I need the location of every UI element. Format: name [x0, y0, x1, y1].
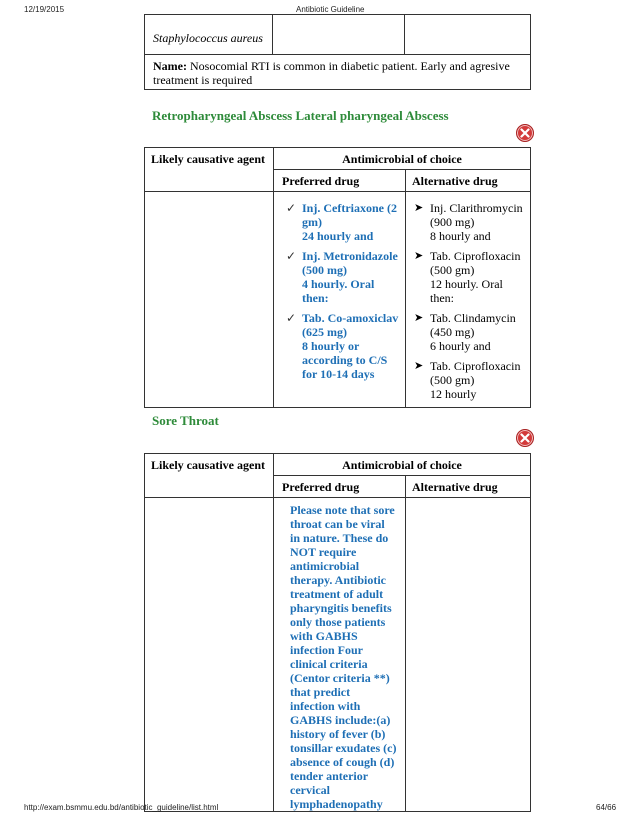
- header-agent: Likely causative agent: [145, 454, 274, 498]
- arrow-right-icon: ➤: [414, 250, 424, 262]
- header-alternative: Alternative drug: [406, 476, 531, 498]
- remove-section-button[interactable]: [516, 124, 534, 142]
- checkmark-icon: ✓: [286, 249, 297, 263]
- header-alternative: Alternative drug: [406, 170, 531, 192]
- remove-section-button[interactable]: [516, 429, 534, 447]
- list-item: ✓ Tab. Co-amoxiclav (625 mg) 8 hourly or according to C/S for 10-14 days: [286, 311, 399, 381]
- header-choice: Antimicrobial of choice: [274, 454, 531, 476]
- organism-cell: [145, 15, 273, 55]
- page-number: 64/66: [596, 803, 617, 812]
- alternative-cell: [406, 192, 531, 408]
- header-choice: Antimicrobial of choice: [274, 148, 531, 170]
- list-item: ➤ Inj. Clarithromycin (900 mg) 8 hourly and: [414, 201, 523, 243]
- alternative-cell: [406, 498, 531, 812]
- header-preferred: Preferred drug: [274, 170, 406, 192]
- alternative-list: [412, 201, 530, 401]
- header-agent: Likely causative agent: [145, 148, 274, 192]
- print-date: 12/19/2015: [24, 5, 65, 14]
- drug-table-abscess: [144, 147, 531, 408]
- preferred-list: [284, 201, 405, 381]
- top-table: [144, 14, 531, 90]
- drug-table-sore-throat: [144, 453, 531, 812]
- list-item: ➤ Tab. Ciprofloxacin (500 gm) 12 hourly. Oral then:: [414, 249, 521, 305]
- list-item: ✓ Inj. Metronidazole (500 mg) 4 hourly. Oral then:: [286, 249, 398, 305]
- note-text: Nosocomial RTI is common in diabetic patient. Early and agresive treatment is required: [153, 59, 510, 87]
- arrow-right-icon: ➤: [414, 360, 424, 372]
- empty-cell: [273, 15, 405, 55]
- list-item: ➤ Tab. Clindamycin (450 mg) 6 hourly and: [414, 311, 516, 353]
- section-title-abscess: Retropharyngeal Abscess Lateral pharyngeal Abscess: [152, 108, 449, 123]
- preferred-cell: [274, 498, 406, 812]
- close-circle-icon: [520, 128, 530, 138]
- note-label: Name:: [153, 59, 187, 73]
- list-item: ➤ Tab. Ciprofloxacin (500 gm) 12 hourly: [414, 359, 521, 401]
- checkmark-icon: ✓: [286, 311, 297, 325]
- arrow-right-icon: ➤: [414, 312, 424, 324]
- agent-cell: [145, 192, 274, 408]
- header-preferred: Preferred drug: [274, 476, 406, 498]
- section-title-sore-throat: Sore Throat: [152, 413, 219, 428]
- sore-throat-note: Please note that sore throat can be viral in nature. These do NOT require antimicrobial therapy. Antibiotic treatment of adult pharyngitis benefits only those patients with GABHS infection Four clinical criteria (Centor criteria **) that predict infection with GABHS include:(a) history of fever (b) tonsillar exudates (c) absence of cough (d) tender anterior cervical lymphadenopathy: [290, 503, 397, 811]
- list-item: ✓ Inj. Ceftriaxone (2 gm) 24 hourly and: [286, 201, 397, 243]
- arrow-right-icon: ➤: [414, 202, 424, 214]
- checkmark-icon: ✓: [286, 201, 297, 215]
- preferred-cell: [274, 192, 406, 408]
- close-circle-icon: [520, 433, 530, 443]
- page-url: http://exam.bsmmu.edu.bd/antibiotic_guideline/list.html: [24, 803, 219, 812]
- organism-name: Staphylococcus aureus: [153, 31, 263, 45]
- note-cell: [145, 55, 531, 90]
- empty-cell: [405, 15, 531, 55]
- print-title: Antibiotic Guideline: [296, 5, 365, 14]
- agent-cell: [145, 498, 274, 812]
